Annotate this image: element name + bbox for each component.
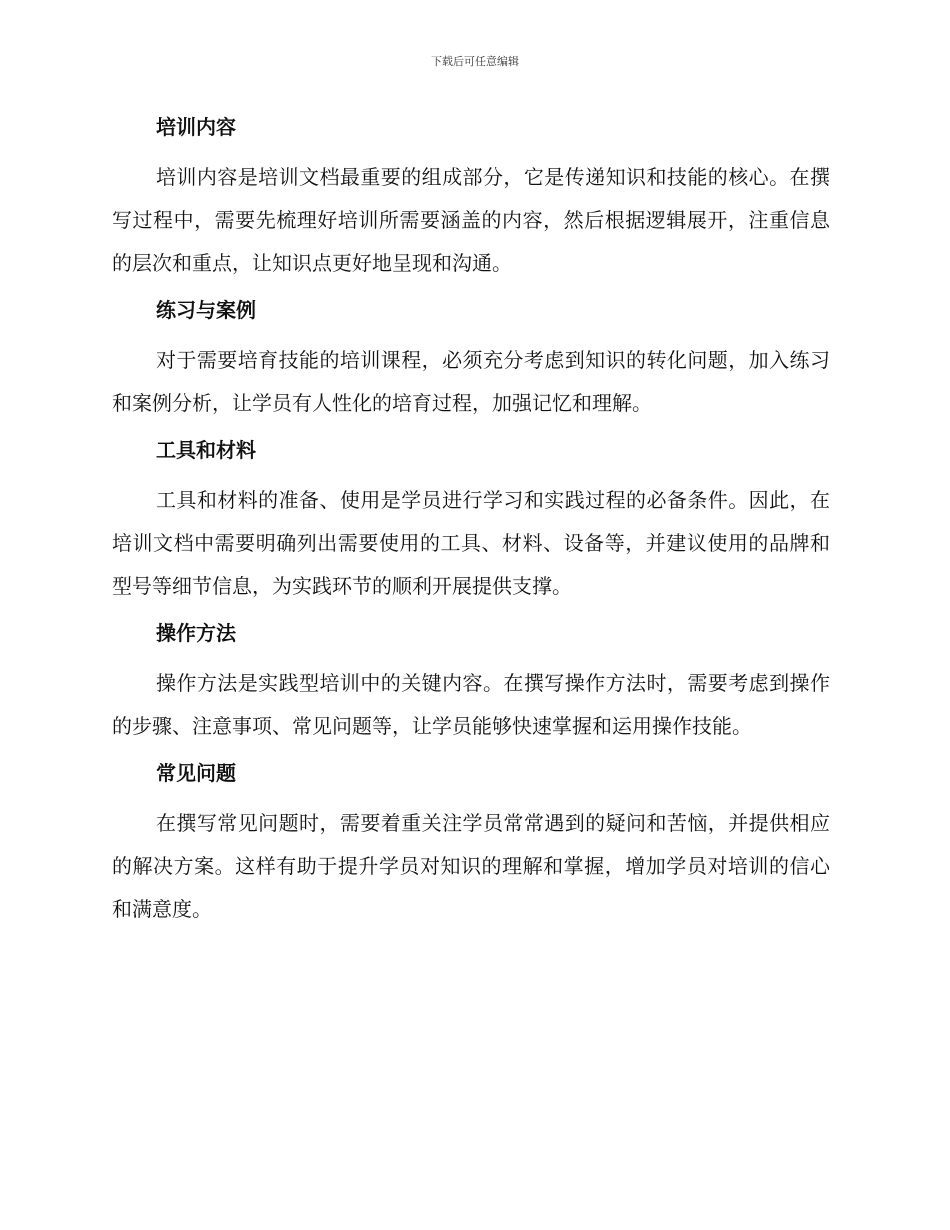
page-header: 下载后可任意编辑 <box>431 55 519 68</box>
section-paragraph: 培训内容是培训文档最重要的组成部分，它是传递知识和技能的核心。在撰写过程中，需要先梳理好培训所需要涵盖的内容，然后根据逻辑展开，注重信息的层次和重点，让知识点更好地呈现和沟通。 <box>112 165 830 275</box>
section-paragraph: 对于需要培育技能的培训课程，必须充分考虑到知识的转化问题，加入练习和案例分析，让学员有人性化的培育过程，加强记忆和理解。 <box>112 348 830 415</box>
section-faq <box>112 754 830 931</box>
section-exercises-cases <box>112 291 830 425</box>
section-operation-methods <box>112 614 830 748</box>
section-heading: 培训内容 <box>156 115 236 139</box>
section-heading: 操作方法 <box>156 621 236 645</box>
document-body <box>112 108 830 937</box>
section-heading: 工具和材料 <box>156 438 256 462</box>
section-heading: 常见问题 <box>156 761 236 785</box>
section-training-content <box>112 108 830 285</box>
section-heading: 练习与案例 <box>156 298 256 322</box>
section-paragraph: 操作方法是实践型培训中的关键内容。在撰写操作方法时，需要考虑到操作的步骤、注意事项、常见问题等，让学员能够快速掌握和运用操作技能。 <box>112 671 830 738</box>
section-paragraph: 工具和材料的准备、使用是学员进行学习和实践过程的必备条件。因此，在培训文档中需要明确列出需要使用的工具、材料、设备等，并建议使用的品牌和型号等细节信息，为实践环节的顺利开展提供支撑。 <box>112 488 830 598</box>
section-tools-materials <box>112 431 830 608</box>
section-paragraph: 在撰写常见问题时，需要着重关注学员常常遇到的疑问和苦恼，并提供相应的解决方案。这样有助于提升学员对知识的理解和掌握，增加学员对培训的信心和满意度。 <box>112 811 830 921</box>
